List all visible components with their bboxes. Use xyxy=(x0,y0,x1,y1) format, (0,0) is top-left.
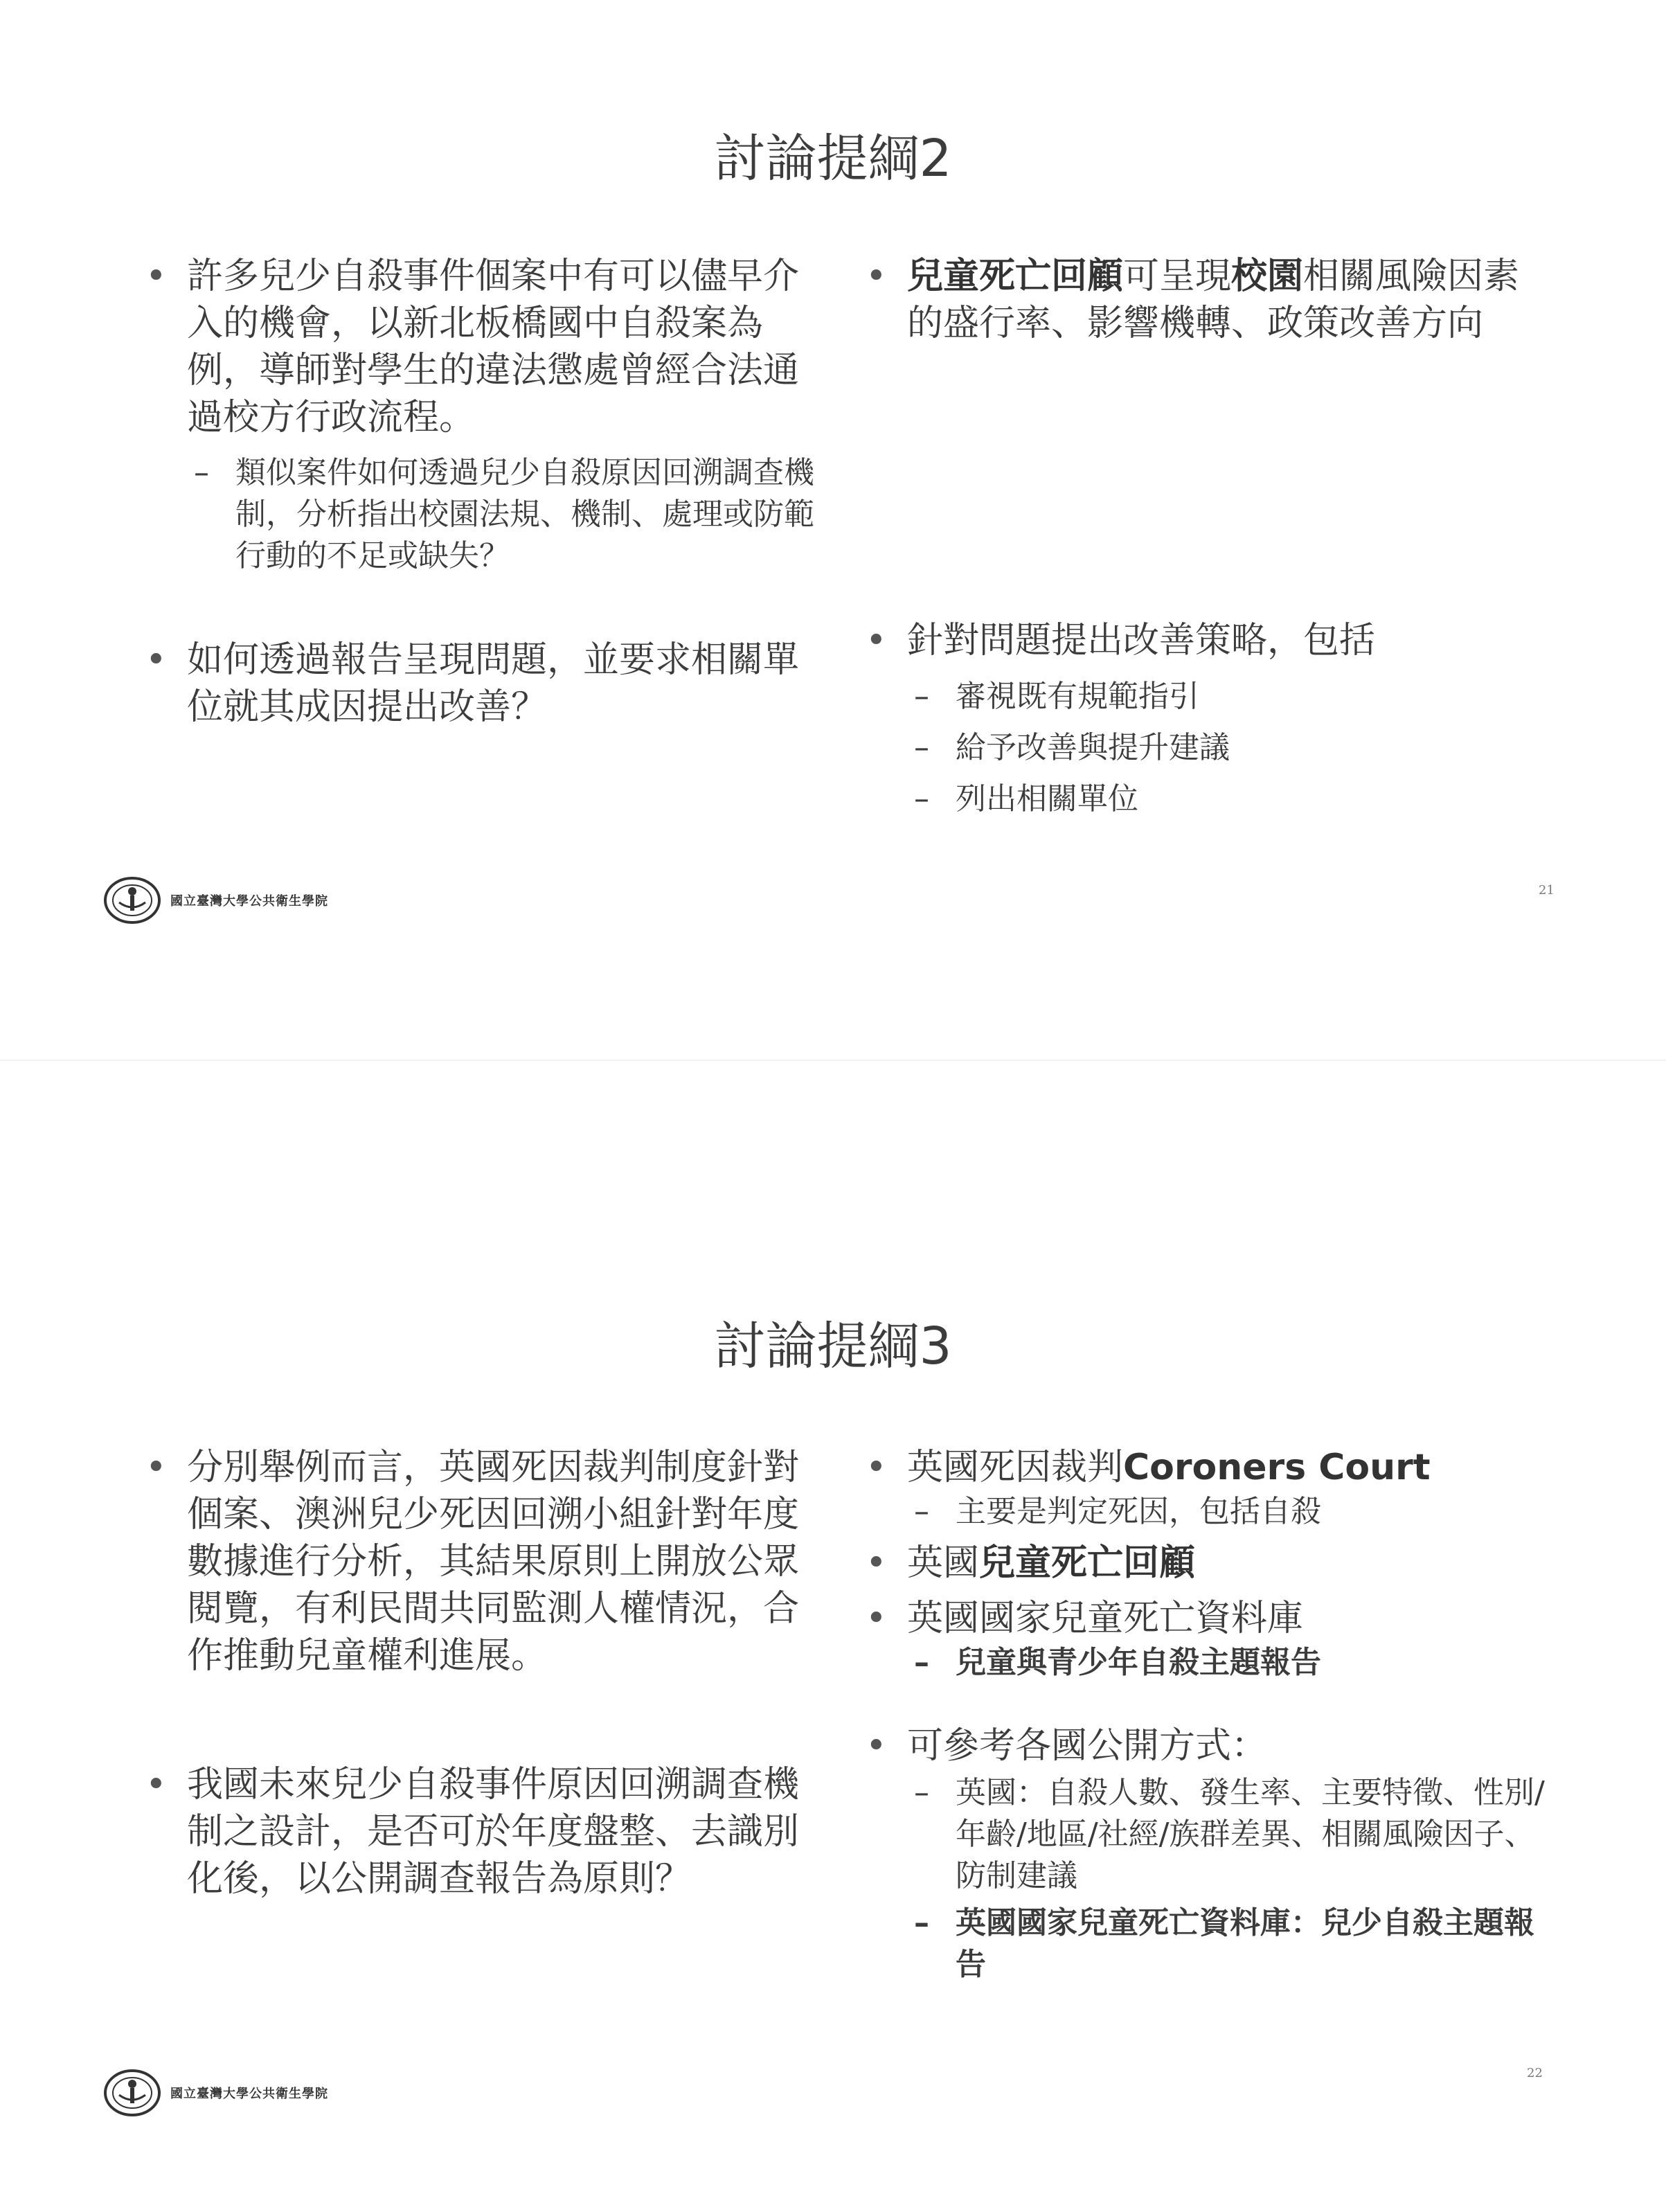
footer-institution: 國立臺灣大學公共衛生學院 xyxy=(170,894,328,909)
right-column xyxy=(866,253,1551,825)
bullet-text: 可呈現 xyxy=(1123,256,1232,297)
sub-bullet-item: – 主要是判定死因，包括自殺 xyxy=(914,1491,1551,1533)
emphasis-text: 校園 xyxy=(1231,256,1304,297)
bullet-text: 相關風險因素的盛行率、影響機轉、政策改善方向 xyxy=(907,256,1520,344)
right-column xyxy=(866,1444,1551,1986)
left-column xyxy=(145,253,831,731)
sub-bullet-item: – 兒童與青少年自殺主題報告 xyxy=(914,1642,1551,1684)
emphasis-text: 兒童死亡回顧 xyxy=(979,1542,1196,1584)
footer xyxy=(104,2069,328,2117)
page-divider xyxy=(0,1060,1666,1061)
bullet-item: • 許多兒少自殺事件個案中有可以儘早介入的機會，以新北板橋國中自殺案為例，導師對學生的違法懲處曾經合法通過校方行政流程。 xyxy=(145,253,831,441)
bullet-item xyxy=(866,1540,1551,1587)
bullet-item: • 英國國家兒童死亡資料庫 xyxy=(866,1595,1551,1642)
slide-21 xyxy=(0,0,1666,1060)
slide-title: 討論提綱2 xyxy=(714,129,952,188)
bullet-item: • 可參考各國公開方式： xyxy=(866,1722,1551,1769)
bullet-text: 英國死因裁判 xyxy=(907,1447,1124,1488)
sub-bullet-item: – 給予改善與提升建議 xyxy=(914,722,1551,774)
sub-bullet-item: – 列出相關單位 xyxy=(914,774,1551,825)
left-column xyxy=(145,1444,831,1902)
emphasis-text: Coroners Court xyxy=(1123,1447,1431,1488)
bullet-item xyxy=(866,253,1551,347)
footer-institution: 國立臺灣大學公共衛生學院 xyxy=(170,2087,328,2101)
slide-22 xyxy=(0,1188,1666,2212)
school-logo-icon xyxy=(104,876,161,925)
sub-bullet-item: – 審視既有規範指引 xyxy=(914,671,1551,722)
slide-title: 討論提綱3 xyxy=(714,1317,952,1376)
bullet-item: • 我國未來兒少自殺事件原因回溯調查機制之設計，是否可於年度盤整、去識別化後，以公開調查報告為原則？ xyxy=(145,1761,831,1902)
sub-bullet-item: – 英國國家兒童死亡資料庫：兒少自殺主題報告 xyxy=(914,1902,1551,1986)
footer xyxy=(104,876,328,925)
page-number: 22 xyxy=(1527,2066,1543,2080)
sub-bullet-item: – 類似案件如何透過兒少自殺原因回溯調查機制，分析指出校園法規、機制、處理或防範行動的不足或缺失？ xyxy=(194,452,831,577)
sub-bullet-item: – 英國：自殺人數、發生率、主要特徵、性別/年齡/地區/社經/族群差異、相關風險因子、防制建議 xyxy=(914,1772,1551,1897)
bullet-item: • 針對問題提出改善策略，包括 xyxy=(866,617,1551,664)
school-logo-icon xyxy=(104,2069,161,2117)
bullet-item xyxy=(866,1444,1551,1491)
bullet-item: • 如何透過報告呈現問題，並要求相關單位就其成因提出改善？ xyxy=(145,636,831,731)
bullet-item: • 分別舉例而言，英國死因裁判制度針對個案、澳洲兒少死因回溯小組針對年度數據進行分析，其結果原則上開放公眾閱覽，有利民間共同監測人權情況，合作推動兒童權利進展。 xyxy=(145,1444,831,1679)
page-number: 21 xyxy=(1539,883,1555,898)
bullet-text: 英國 xyxy=(907,1542,980,1584)
emphasis-text: 兒童死亡回顧 xyxy=(907,256,1124,297)
